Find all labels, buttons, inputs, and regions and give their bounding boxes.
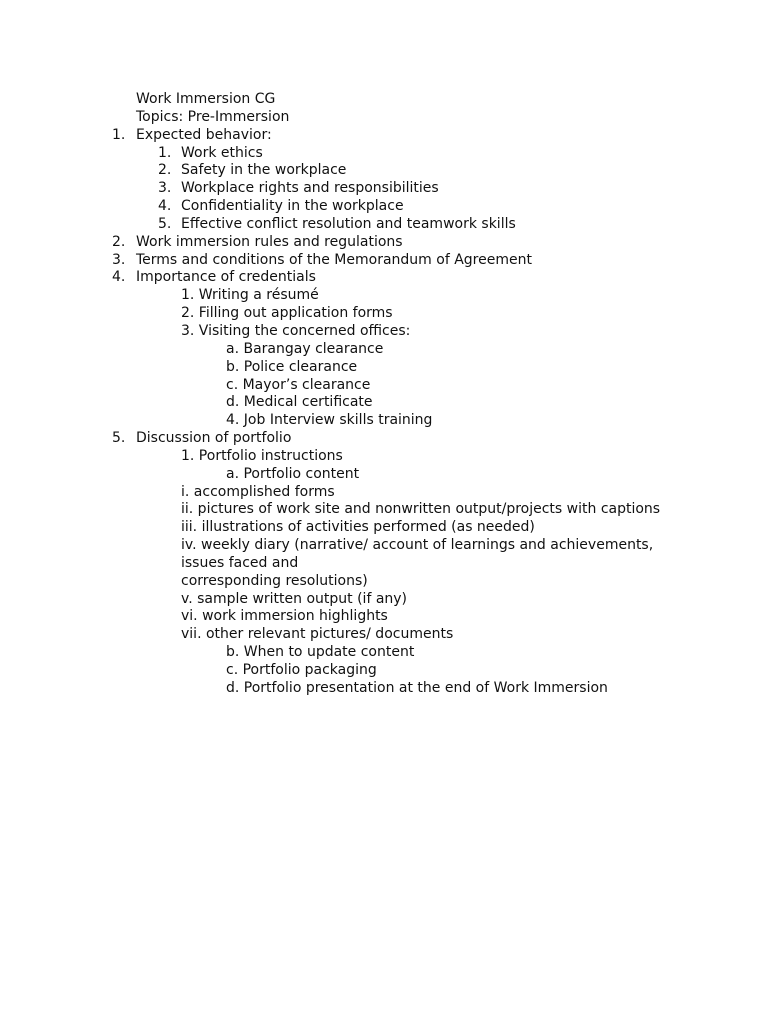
- sub-list-item: [0, 305, 768, 323]
- nested-list-item-label: a. Barangay clearance: [226, 340, 384, 357]
- roman-list-item-label: iv. weekly diary (narrative/ account of learnings and achievements,: [181, 537, 654, 554]
- list-number: 2.: [112, 233, 126, 250]
- nested-list-item: [0, 644, 768, 662]
- nested-list-item: [0, 394, 768, 412]
- roman-list-item-continuation: [0, 555, 768, 573]
- sub-list-item: [0, 198, 768, 216]
- list-number: 5.: [112, 430, 126, 447]
- sub-list-item: [0, 180, 768, 198]
- nested-list-item-label: d. Medical certificate: [226, 394, 373, 411]
- sub-list-item-label: Effective conflict resolution and teamwork skills: [181, 215, 516, 232]
- list-item: [0, 269, 768, 287]
- list-item: [0, 430, 768, 448]
- roman-list-item-label: ii. pictures of work site and nonwritten output/projects with captions: [181, 501, 661, 518]
- list-number: 4.: [158, 198, 172, 215]
- topics-line: [0, 109, 768, 127]
- roman-list-item-label: iii. illustrations of activities performed (as needed): [181, 519, 535, 536]
- document-title-line: [0, 91, 768, 109]
- roman-list-item: [0, 608, 768, 626]
- document-content: [0, 91, 768, 698]
- document-title: Work Immersion CG: [136, 91, 276, 107]
- roman-list-item-label: corresponding resolutions): [181, 572, 368, 589]
- list-item-label: Discussion of portfolio: [136, 430, 292, 447]
- list-number: 4.: [112, 269, 126, 286]
- sub-list-item: [0, 216, 768, 234]
- sub-list-item-label: Workplace rights and responsibilities: [181, 180, 439, 197]
- list-item: [0, 252, 768, 270]
- sub-list-item-label: 1. Writing a résumé: [181, 287, 319, 304]
- nested-list-item: [0, 466, 768, 484]
- nested-list-item-label: 4. Job Interview skills training: [226, 412, 433, 429]
- roman-list-item: [0, 519, 768, 537]
- list-item-label: Terms and conditions of the Memorandum of Agreement: [136, 251, 532, 268]
- sub-list-item: [0, 448, 768, 466]
- nested-list-item-label: b. When to update content: [226, 644, 415, 661]
- nested-list-item: [0, 680, 768, 698]
- nested-list-item: [0, 377, 768, 395]
- list-item-label: Importance of credentials: [136, 269, 316, 286]
- list-number: 3.: [112, 251, 126, 268]
- sub-list-item: [0, 162, 768, 180]
- sub-list-item-label: 3. Visiting the concerned offices:: [181, 322, 411, 339]
- sub-list-item-label: 1. Portfolio instructions: [181, 447, 343, 464]
- nested-list-item-label: a. Portfolio content: [226, 465, 360, 482]
- list-number: 1.: [112, 126, 126, 143]
- list-item-label: Expected behavior:: [136, 126, 272, 143]
- sub-list-item: [0, 287, 768, 305]
- roman-list-item-continuation: [0, 573, 768, 591]
- list-item: [0, 127, 768, 145]
- list-number: 2.: [158, 162, 172, 179]
- nested-list-item: [0, 412, 768, 430]
- sub-list-item-label: Work ethics: [181, 144, 263, 161]
- nested-list-item: [0, 662, 768, 680]
- nested-list-item: [0, 359, 768, 377]
- nested-list-item-label: c. Mayor’s clearance: [226, 376, 371, 393]
- roman-list-item: [0, 626, 768, 644]
- roman-list-item: [0, 501, 768, 519]
- list-number: 1.: [158, 144, 172, 161]
- sub-list-item: [0, 145, 768, 163]
- list-item: [0, 234, 768, 252]
- nested-list-item-label: b. Police clearance: [226, 358, 358, 375]
- sub-list-item: [0, 323, 768, 341]
- roman-list-item: [0, 484, 768, 502]
- nested-list-item-label: d. Portfolio presentation at the end of Work Immersion: [226, 679, 608, 696]
- roman-list-item-label: vii. other relevant pictures/ documents: [181, 626, 454, 643]
- sub-list-item-label: 2. Filling out application forms: [181, 305, 393, 322]
- list-number: 5.: [158, 215, 172, 232]
- nested-list-item: [0, 341, 768, 359]
- topics-label: Topics: Pre-Immersion: [136, 108, 290, 125]
- roman-list-item: [0, 537, 768, 555]
- sub-list-item-label: Safety in the workplace: [181, 162, 347, 179]
- sub-list-item-label: Confidentiality in the workplace: [181, 198, 404, 215]
- roman-list-item: [0, 591, 768, 609]
- roman-list-item-label: vi. work immersion highlights: [181, 608, 388, 625]
- nested-list-item-label: c. Portfolio packaging: [226, 662, 377, 678]
- list-item-label: Work immersion rules and regulations: [136, 233, 403, 250]
- list-number: 3.: [158, 180, 172, 197]
- roman-list-item-label: v. sample written output (if any): [181, 590, 408, 607]
- roman-list-item-label: i. accomplished forms: [181, 483, 335, 500]
- roman-list-item-label: issues faced and: [181, 554, 299, 571]
